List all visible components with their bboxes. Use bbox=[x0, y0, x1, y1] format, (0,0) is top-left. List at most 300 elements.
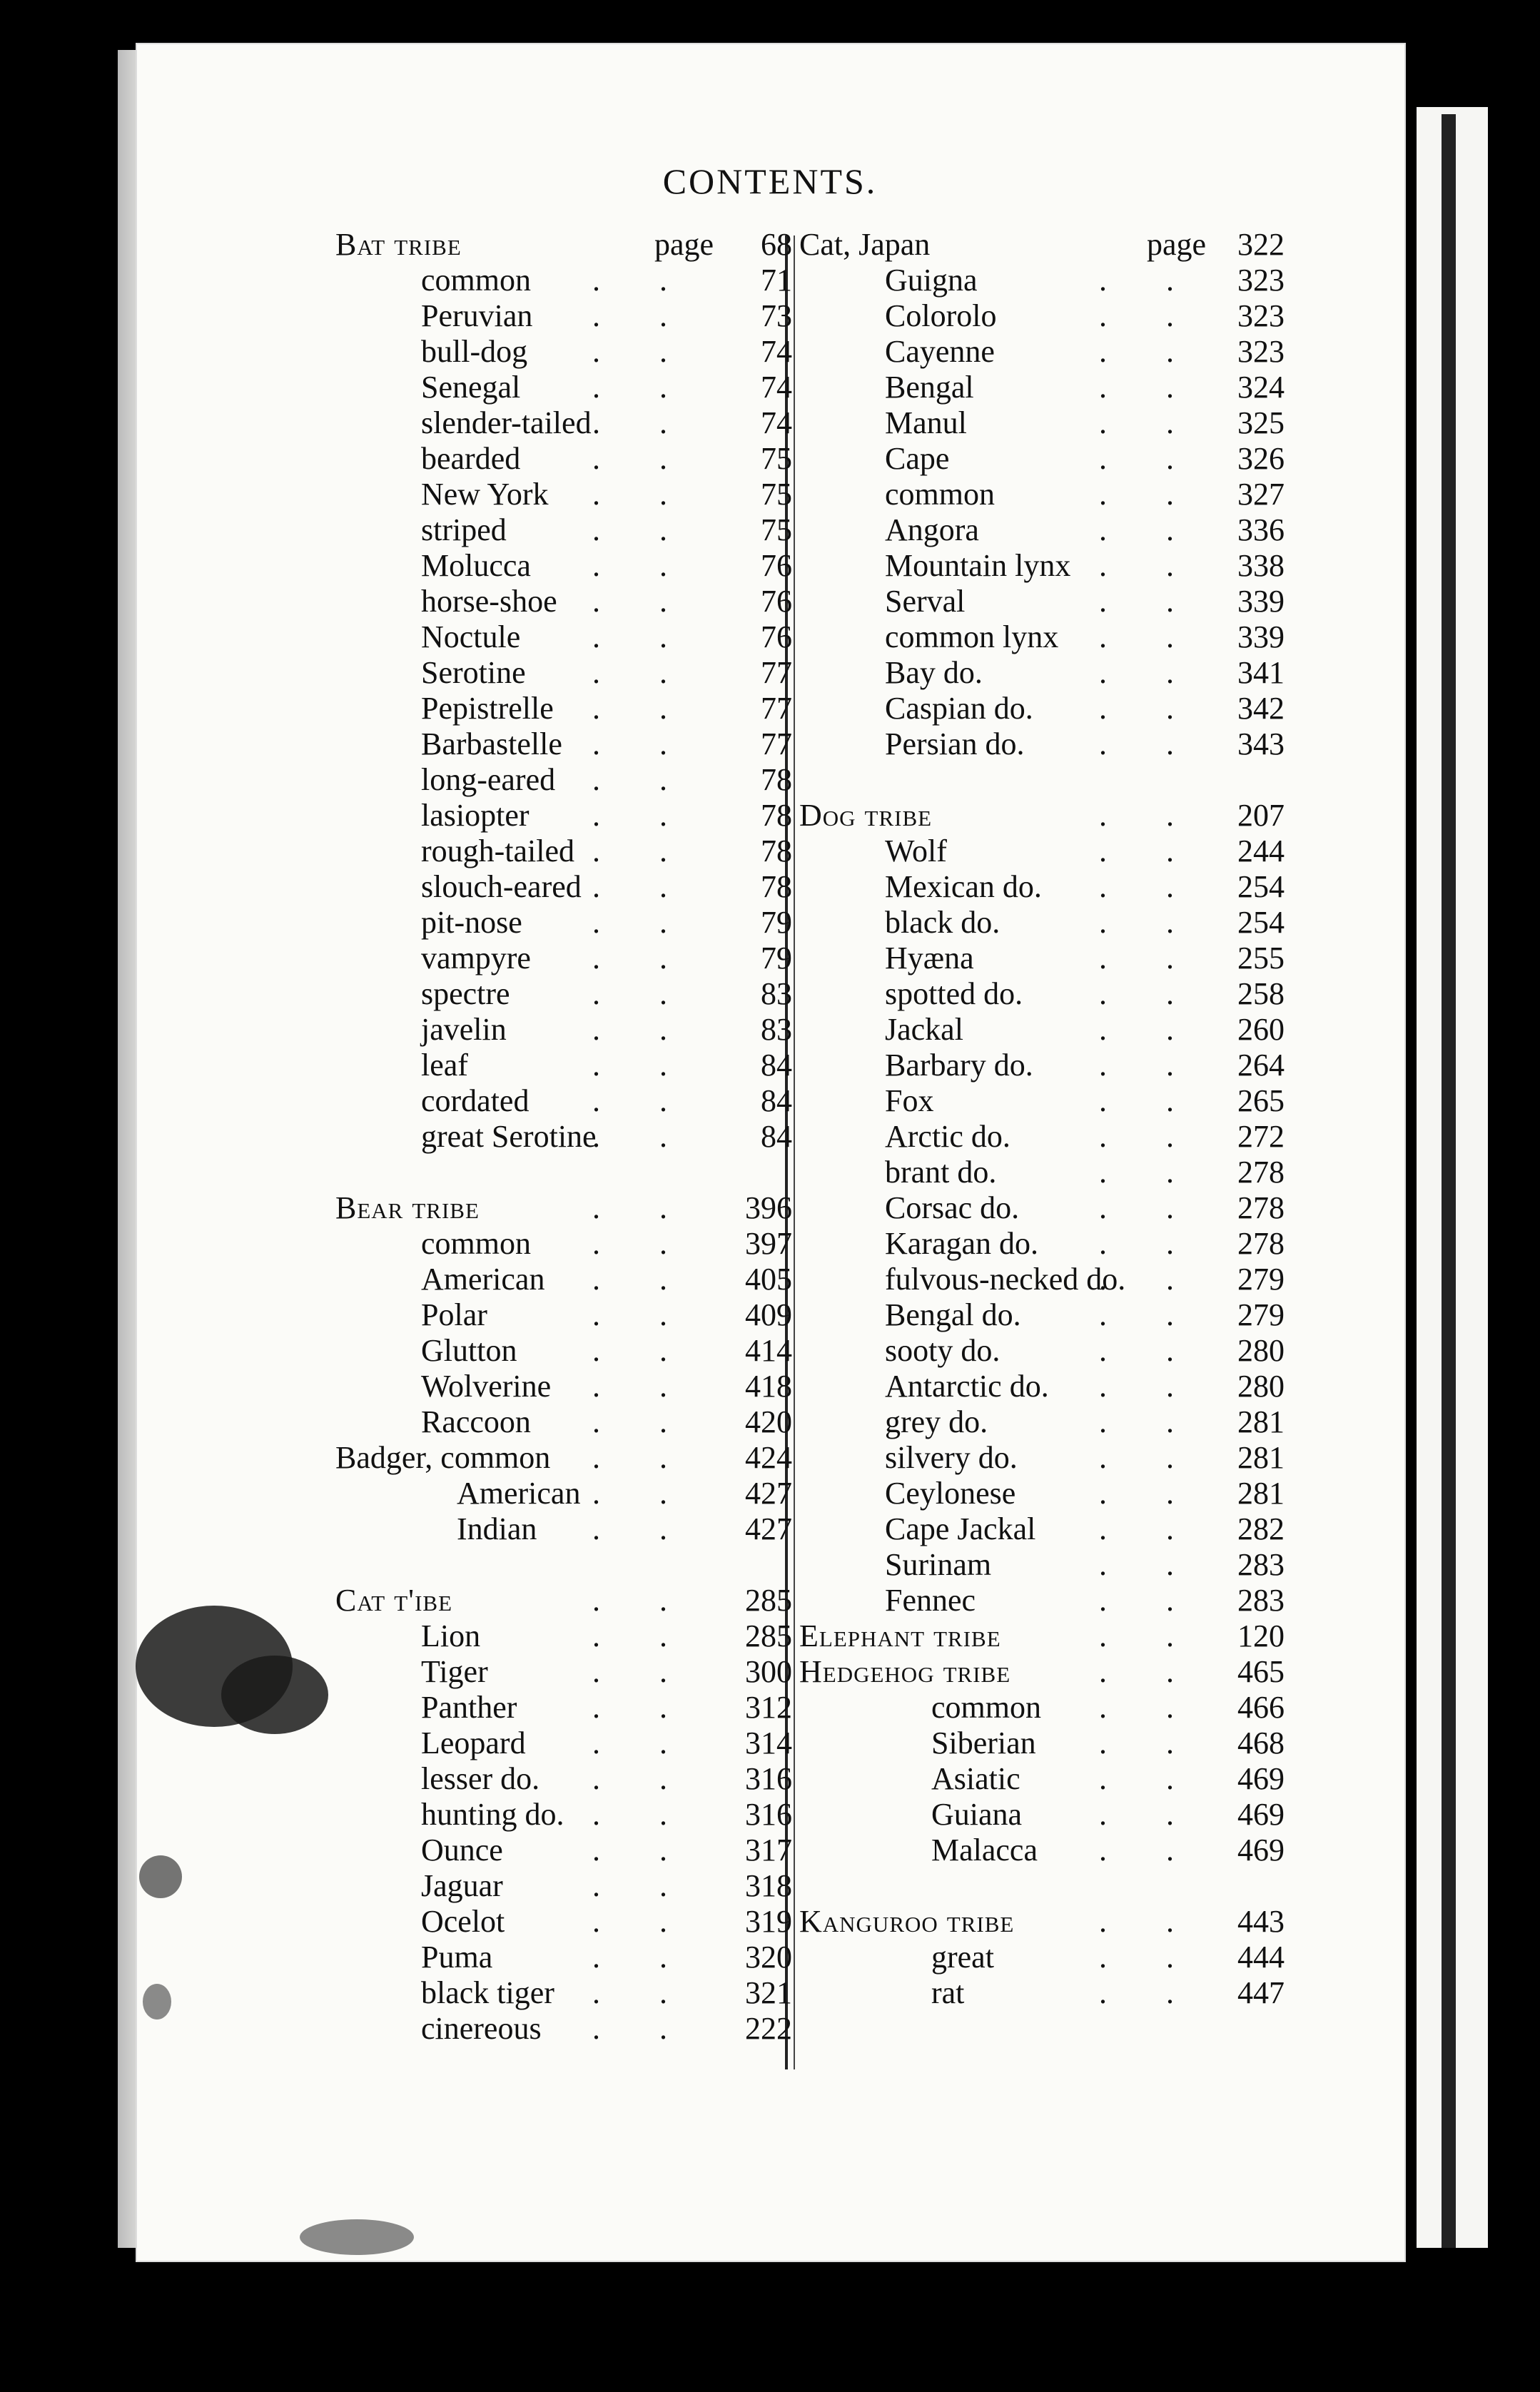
entry-name: hunting do. bbox=[421, 1797, 564, 1832]
contents-entry bbox=[335, 1048, 792, 1083]
entry-name: Dog tribe bbox=[799, 798, 933, 833]
page-number: 443 bbox=[1237, 1904, 1285, 1939]
leader-dots: . . bbox=[1099, 1369, 1200, 1404]
entry-name: Cayenne bbox=[885, 334, 995, 369]
contents-entry bbox=[335, 1797, 792, 1833]
entry-name: Cat, Japan bbox=[799, 227, 931, 262]
contents-entry bbox=[799, 1511, 1285, 1547]
contents-entry bbox=[799, 1297, 1285, 1333]
entry-name: Ocelot bbox=[421, 1904, 505, 1939]
entry-name: Noctule bbox=[421, 619, 521, 654]
leader-dots: . . bbox=[1099, 441, 1200, 476]
page-number: 272 bbox=[1237, 1119, 1285, 1154]
entry-name: Elephant tribe bbox=[799, 1618, 1001, 1653]
contents-entry bbox=[799, 1048, 1285, 1083]
page-number: 316 bbox=[745, 1797, 792, 1832]
leader-dots: . . bbox=[592, 1369, 693, 1404]
contents-entry bbox=[335, 976, 792, 1012]
entry-name: New York bbox=[421, 477, 549, 512]
page-number: 281 bbox=[1237, 1440, 1285, 1475]
entry-name: Karagan do. bbox=[885, 1226, 1039, 1261]
page-number: 396 bbox=[745, 1190, 792, 1225]
contents-entry bbox=[799, 1226, 1285, 1262]
contents-entry bbox=[799, 1440, 1285, 1476]
leader-dots: . . bbox=[1099, 1262, 1200, 1297]
entry-name: Tiger bbox=[421, 1654, 488, 1689]
entry-name: Bengal do. bbox=[885, 1297, 1021, 1332]
contents-entry bbox=[799, 263, 1285, 298]
entry-name: American bbox=[421, 1262, 545, 1297]
contents-entry bbox=[799, 584, 1285, 619]
leader-dots: . . bbox=[592, 2011, 693, 2046]
contents-entry bbox=[335, 1654, 792, 1690]
leader-dots: . . bbox=[1099, 1297, 1200, 1332]
contents-entry bbox=[799, 726, 1285, 762]
page-number: 254 bbox=[1237, 869, 1285, 904]
leader-dots: . . bbox=[592, 298, 693, 333]
entry-name: Jackal bbox=[885, 1012, 963, 1047]
leader-dots: . . bbox=[592, 1833, 693, 1868]
leader-dots: . . bbox=[592, 976, 693, 1011]
entry-name: striped bbox=[421, 512, 507, 547]
entry-name: Ceylonese bbox=[885, 1476, 1016, 1511]
leader-dots: . . bbox=[592, 1012, 693, 1047]
page-number: 71 bbox=[761, 263, 792, 298]
leader-dots: . . bbox=[592, 1618, 693, 1653]
entry-name: lasiopter bbox=[421, 798, 530, 833]
entry-name: Guigna bbox=[885, 263, 978, 298]
contents-entry bbox=[799, 833, 1285, 869]
contents-entry bbox=[335, 405, 792, 441]
leader-dots: . . bbox=[592, 512, 693, 547]
page-number: 285 bbox=[745, 1583, 792, 1618]
contents-entry bbox=[799, 1940, 1285, 1975]
leader-dots: . . bbox=[592, 1476, 693, 1511]
leader-dots: . . bbox=[1099, 1226, 1200, 1261]
entry-name: Cat t'ibe bbox=[335, 1583, 453, 1618]
entry-name: silvery do. bbox=[885, 1440, 1018, 1475]
leader-dots: . . bbox=[592, 1940, 693, 1975]
contents-entry bbox=[799, 1262, 1285, 1297]
leader-dots: . . bbox=[592, 1904, 693, 1939]
entry-name: common bbox=[931, 1690, 1041, 1725]
contents-entry bbox=[335, 1833, 792, 1868]
leader-dots: . . bbox=[1099, 1119, 1200, 1154]
section-gap bbox=[335, 1155, 792, 1190]
entry-name: Wolverine bbox=[421, 1369, 552, 1404]
leader-dots: . . bbox=[1099, 1012, 1200, 1047]
leader-dots: . . bbox=[1099, 655, 1200, 690]
leader-dots: . . bbox=[1099, 976, 1200, 1011]
contents-entry bbox=[335, 1083, 792, 1119]
column-rule bbox=[794, 235, 795, 2069]
entry-name: Serval bbox=[885, 584, 966, 619]
contents-entry bbox=[335, 1940, 792, 1975]
contents-entry bbox=[335, 334, 792, 370]
page-number: 78 bbox=[761, 762, 792, 797]
contents-entry bbox=[335, 905, 792, 941]
entry-name: slouch-eared bbox=[421, 869, 582, 904]
entry-name: Malacca bbox=[931, 1833, 1038, 1868]
leader-dots: . . bbox=[1099, 1404, 1200, 1439]
contents-section-heading bbox=[799, 1904, 1285, 1940]
leader-dots: . . bbox=[1099, 1618, 1200, 1653]
page-number: 279 bbox=[1237, 1262, 1285, 1297]
page-number: 318 bbox=[745, 1868, 792, 1903]
page-number: 300 bbox=[745, 1654, 792, 1689]
entry-name: Bat tribe bbox=[335, 227, 462, 262]
page-number: 74 bbox=[761, 405, 792, 440]
page-number: 469 bbox=[1237, 1797, 1285, 1832]
leader-dots: . . bbox=[592, 1583, 693, 1618]
entry-name: cinereous bbox=[421, 2011, 542, 2046]
contents-section-heading bbox=[335, 1190, 792, 1226]
entry-name: Corsac do. bbox=[885, 1190, 1020, 1225]
page-number: 75 bbox=[761, 477, 792, 512]
leader-dots: . . bbox=[1099, 1511, 1200, 1546]
page-number: 83 bbox=[761, 1012, 792, 1047]
contents-section-heading bbox=[799, 1618, 1285, 1654]
contents-entry bbox=[799, 1833, 1285, 1868]
contents-entry bbox=[335, 548, 792, 584]
contents-left-column bbox=[335, 227, 792, 2047]
leader-dots: . . bbox=[592, 833, 693, 868]
page-number: 78 bbox=[761, 869, 792, 904]
contents-entry bbox=[335, 1975, 792, 2011]
page-number: 279 bbox=[1237, 1297, 1285, 1332]
page-number: 316 bbox=[745, 1761, 792, 1796]
contents-entry bbox=[799, 1083, 1285, 1119]
page-number: 265 bbox=[1237, 1083, 1285, 1118]
page-number: 444 bbox=[1237, 1940, 1285, 1975]
leader-dots: . . bbox=[1099, 1833, 1200, 1868]
leader-dots: . . bbox=[592, 691, 693, 726]
entry-name: Fox bbox=[885, 1083, 934, 1118]
leader-dots: . . bbox=[592, 1119, 693, 1154]
page-number: 427 bbox=[745, 1476, 792, 1511]
entry-name: fulvous-necked do. bbox=[885, 1262, 1126, 1297]
contents-entry bbox=[799, 1690, 1285, 1725]
page-number: 222 bbox=[745, 2011, 792, 2046]
contents-entry bbox=[335, 1618, 792, 1654]
leader-dots: . . bbox=[1099, 334, 1200, 369]
page-number: 255 bbox=[1237, 941, 1285, 975]
entry-name: Antarctic do. bbox=[885, 1369, 1049, 1404]
page-label: page bbox=[654, 227, 714, 262]
entry-name: Caspian do. bbox=[885, 691, 1033, 726]
contents-entry bbox=[799, 1155, 1285, 1190]
contents-entry bbox=[799, 1583, 1285, 1618]
entry-name: Jaguar bbox=[421, 1868, 503, 1903]
page-gutter bbox=[1442, 114, 1456, 2248]
entry-name: common bbox=[885, 477, 995, 512]
entry-name: Persian do. bbox=[885, 726, 1025, 761]
leader-dots: . . bbox=[592, 869, 693, 904]
page-number: 74 bbox=[761, 334, 792, 369]
page-number: 323 bbox=[1237, 334, 1285, 369]
contents-entry bbox=[335, 1868, 792, 1904]
page-number: 405 bbox=[745, 1262, 792, 1297]
page-number: 323 bbox=[1237, 263, 1285, 298]
leader-dots: . . bbox=[592, 334, 693, 369]
page-number: 76 bbox=[761, 584, 792, 619]
leader-dots: . . bbox=[1099, 1654, 1200, 1689]
contents-section-heading bbox=[799, 1654, 1285, 1690]
leader-dots: . . bbox=[1099, 548, 1200, 583]
entry-name: common lynx bbox=[885, 619, 1059, 654]
leader-dots: . . bbox=[592, 1975, 693, 2010]
leader-dots: . . bbox=[592, 1690, 693, 1725]
contents-entry bbox=[799, 1190, 1285, 1226]
leader-dots: . . bbox=[1099, 619, 1200, 654]
leader-dots: . . bbox=[592, 1511, 693, 1546]
leader-dots: . . bbox=[1099, 298, 1200, 333]
entry-name: Badger, common bbox=[335, 1440, 551, 1475]
entry-name: Barbastelle bbox=[421, 726, 562, 761]
entry-name: rat bbox=[931, 1975, 965, 2010]
entry-name: Senegal bbox=[421, 370, 521, 405]
leader-dots: . . bbox=[1099, 1547, 1200, 1582]
contents-entry bbox=[335, 726, 792, 762]
leader-dots: . . bbox=[592, 798, 693, 833]
contents-entry bbox=[799, 441, 1285, 477]
page-number: 258 bbox=[1237, 976, 1285, 1011]
leader-dots: . . bbox=[1099, 833, 1200, 868]
section-gap bbox=[799, 1868, 1285, 1904]
entry-name: vampyre bbox=[421, 941, 531, 975]
page-title: CONTENTS. bbox=[662, 161, 878, 201]
leader-dots: . . bbox=[1099, 1048, 1200, 1083]
page-number: 280 bbox=[1237, 1333, 1285, 1368]
page-number: 465 bbox=[1237, 1654, 1285, 1689]
ink-stain bbox=[139, 1855, 182, 1898]
contents-entry bbox=[799, 655, 1285, 691]
contents-entry bbox=[335, 1476, 792, 1511]
leader-dots: . . bbox=[592, 263, 693, 298]
page-number: 77 bbox=[761, 726, 792, 761]
leader-dots: . . bbox=[1099, 584, 1200, 619]
entry-name: Serotine bbox=[421, 655, 526, 690]
page-number: 427 bbox=[745, 1511, 792, 1546]
page-number: 281 bbox=[1237, 1476, 1285, 1511]
contents-entry bbox=[335, 1404, 792, 1440]
leader-dots: . . bbox=[592, 905, 693, 940]
page-number: 414 bbox=[745, 1333, 792, 1368]
leader-dots: . . bbox=[1099, 370, 1200, 405]
contents-entry bbox=[799, 1975, 1285, 2011]
page-number: 278 bbox=[1237, 1226, 1285, 1261]
entry-name: Indian bbox=[457, 1511, 537, 1546]
contents-entry bbox=[335, 762, 792, 798]
entry-name: Ounce bbox=[421, 1833, 503, 1868]
contents-entry bbox=[335, 477, 792, 512]
leader-dots: . . bbox=[592, 1725, 693, 1760]
entry-name: black tiger bbox=[421, 1975, 554, 2010]
page-number: 285 bbox=[745, 1618, 792, 1653]
page-number: 280 bbox=[1237, 1369, 1285, 1404]
page-number: 264 bbox=[1237, 1048, 1285, 1083]
page-number: 76 bbox=[761, 619, 792, 654]
leader-dots: . . bbox=[592, 405, 693, 440]
page-number: 76 bbox=[761, 548, 792, 583]
contents-entry bbox=[335, 1119, 792, 1155]
contents-entry bbox=[799, 1761, 1285, 1797]
entry-name: Leopard bbox=[421, 1725, 526, 1760]
ink-stain bbox=[300, 2219, 414, 2255]
entry-name: Mexican do. bbox=[885, 869, 1042, 904]
page-number: 320 bbox=[745, 1940, 792, 1975]
leader-dots: . . bbox=[1099, 1155, 1200, 1190]
leader-dots: . . bbox=[1099, 1725, 1200, 1760]
entry-name: American bbox=[457, 1476, 581, 1511]
contents-entry bbox=[335, 941, 792, 976]
page-number: 339 bbox=[1237, 619, 1285, 654]
page-number: 325 bbox=[1237, 405, 1285, 440]
page-number: 278 bbox=[1237, 1190, 1285, 1225]
leader-dots: . . bbox=[592, 1297, 693, 1332]
contents-right-column bbox=[799, 227, 1285, 2011]
page-number: 466 bbox=[1237, 1690, 1285, 1725]
contents-entry bbox=[335, 619, 792, 655]
leader-dots: . . bbox=[1099, 512, 1200, 547]
entry-name: Hyæna bbox=[885, 941, 974, 975]
entry-name: Peruvian bbox=[421, 298, 533, 333]
leader-dots: . . bbox=[592, 1797, 693, 1832]
entry-name: Cape bbox=[885, 441, 950, 476]
page-number: 341 bbox=[1237, 655, 1285, 690]
leader-dots: . . bbox=[592, 1404, 693, 1439]
leader-dots: . . bbox=[1099, 1904, 1200, 1939]
contents-entry bbox=[799, 227, 1285, 263]
leader-dots: . . bbox=[1099, 1761, 1200, 1796]
entry-name: Raccoon bbox=[421, 1404, 531, 1439]
contents-entry bbox=[335, 833, 792, 869]
section-gap bbox=[335, 1547, 792, 1583]
page-number: 120 bbox=[1237, 1618, 1285, 1653]
page-number: 342 bbox=[1237, 691, 1285, 726]
leader-dots: . . bbox=[1099, 1583, 1200, 1618]
contents-entry bbox=[799, 1012, 1285, 1048]
entry-name: Cape Jackal bbox=[885, 1511, 1036, 1546]
leader-dots: . . bbox=[1099, 1975, 1200, 2010]
entry-name: Barbary do. bbox=[885, 1048, 1033, 1083]
entry-name: Angora bbox=[885, 512, 979, 547]
contents-entry bbox=[799, 1797, 1285, 1833]
entry-name: leaf bbox=[421, 1048, 468, 1083]
contents-entry bbox=[799, 905, 1285, 941]
leader-dots: . . bbox=[1099, 1440, 1200, 1475]
leader-dots: . . bbox=[592, 1083, 693, 1118]
contents-entry bbox=[335, 1690, 792, 1725]
entry-name: great bbox=[931, 1940, 994, 1975]
page-number: 327 bbox=[1237, 477, 1285, 512]
leader-dots: . . bbox=[592, 584, 693, 619]
leader-dots: . . bbox=[592, 441, 693, 476]
leader-dots: . . bbox=[1099, 1797, 1200, 1832]
entry-name: Surinam bbox=[885, 1547, 992, 1582]
leader-dots: . . bbox=[592, 619, 693, 654]
page-number: 324 bbox=[1237, 370, 1285, 405]
contents-entry bbox=[799, 691, 1285, 726]
leader-dots: . . bbox=[1099, 869, 1200, 904]
leader-dots: . . bbox=[592, 1333, 693, 1368]
page-number: 79 bbox=[761, 941, 792, 975]
leader-dots: . . bbox=[592, 1190, 693, 1225]
page-number: 317 bbox=[745, 1833, 792, 1868]
page-number: 73 bbox=[761, 298, 792, 333]
contents-section-heading bbox=[335, 227, 792, 263]
contents-entry bbox=[799, 1333, 1285, 1369]
leader-dots: . . bbox=[1099, 941, 1200, 975]
leader-dots: . . bbox=[1099, 798, 1200, 833]
contents-entry bbox=[799, 869, 1285, 905]
page-number: 207 bbox=[1237, 798, 1285, 833]
contents-entry bbox=[335, 584, 792, 619]
entry-name: Asiatic bbox=[931, 1761, 1020, 1796]
leader-dots: . . bbox=[1099, 477, 1200, 512]
contents-entry bbox=[335, 1440, 792, 1476]
leader-dots: . . bbox=[1099, 1333, 1200, 1368]
page-number: 343 bbox=[1237, 726, 1285, 761]
ink-stain bbox=[143, 1984, 171, 2019]
entry-name: bearded bbox=[421, 441, 521, 476]
contents-entry bbox=[335, 798, 792, 833]
entry-name: Hedgehog tribe bbox=[799, 1654, 1011, 1689]
page-number: 79 bbox=[761, 905, 792, 940]
page-number: 468 bbox=[1237, 1725, 1285, 1760]
page-number: 75 bbox=[761, 441, 792, 476]
page-number: 84 bbox=[761, 1083, 792, 1118]
page-number: 397 bbox=[745, 1226, 792, 1261]
entry-name: lesser do. bbox=[421, 1761, 540, 1796]
page-number: 323 bbox=[1237, 298, 1285, 333]
leader-dots: . . bbox=[1099, 905, 1200, 940]
contents-entry bbox=[799, 548, 1285, 584]
entry-name: spotted do. bbox=[885, 976, 1023, 1011]
leader-dots: . . bbox=[592, 1868, 693, 1903]
entry-name: Bay do. bbox=[885, 655, 983, 690]
contents-entry bbox=[799, 477, 1285, 512]
ink-stain bbox=[221, 1656, 328, 1734]
entry-name: slender-tailed bbox=[421, 405, 592, 440]
contents-entry bbox=[799, 1476, 1285, 1511]
contents-entry bbox=[335, 655, 792, 691]
contents-section-heading bbox=[335, 1583, 792, 1618]
entry-name: common bbox=[421, 1226, 531, 1261]
page-number: 322 bbox=[1237, 227, 1285, 262]
entry-name: cordated bbox=[421, 1083, 530, 1118]
entry-name: Siberian bbox=[931, 1725, 1036, 1760]
contents-entry bbox=[335, 1369, 792, 1404]
leader-dots: . . bbox=[592, 548, 693, 583]
page-number: 281 bbox=[1237, 1404, 1285, 1439]
entry-name: Puma bbox=[421, 1940, 493, 1975]
leader-dots: . . bbox=[1099, 1190, 1200, 1225]
leader-dots: . . bbox=[592, 477, 693, 512]
leader-dots: . . bbox=[1099, 1940, 1200, 1975]
contents-entry bbox=[799, 298, 1285, 334]
contents-entry bbox=[335, 370, 792, 405]
page-number: 420 bbox=[745, 1404, 792, 1439]
page-number: 409 bbox=[745, 1297, 792, 1332]
entry-name: black do. bbox=[885, 905, 1001, 940]
page-number: 447 bbox=[1237, 1975, 1285, 2010]
entry-name: Lion bbox=[421, 1618, 481, 1653]
entry-name: spectre bbox=[421, 976, 510, 1011]
page-number: 282 bbox=[1237, 1511, 1285, 1546]
page-label: page bbox=[1146, 227, 1206, 262]
page-number: 338 bbox=[1237, 548, 1285, 583]
